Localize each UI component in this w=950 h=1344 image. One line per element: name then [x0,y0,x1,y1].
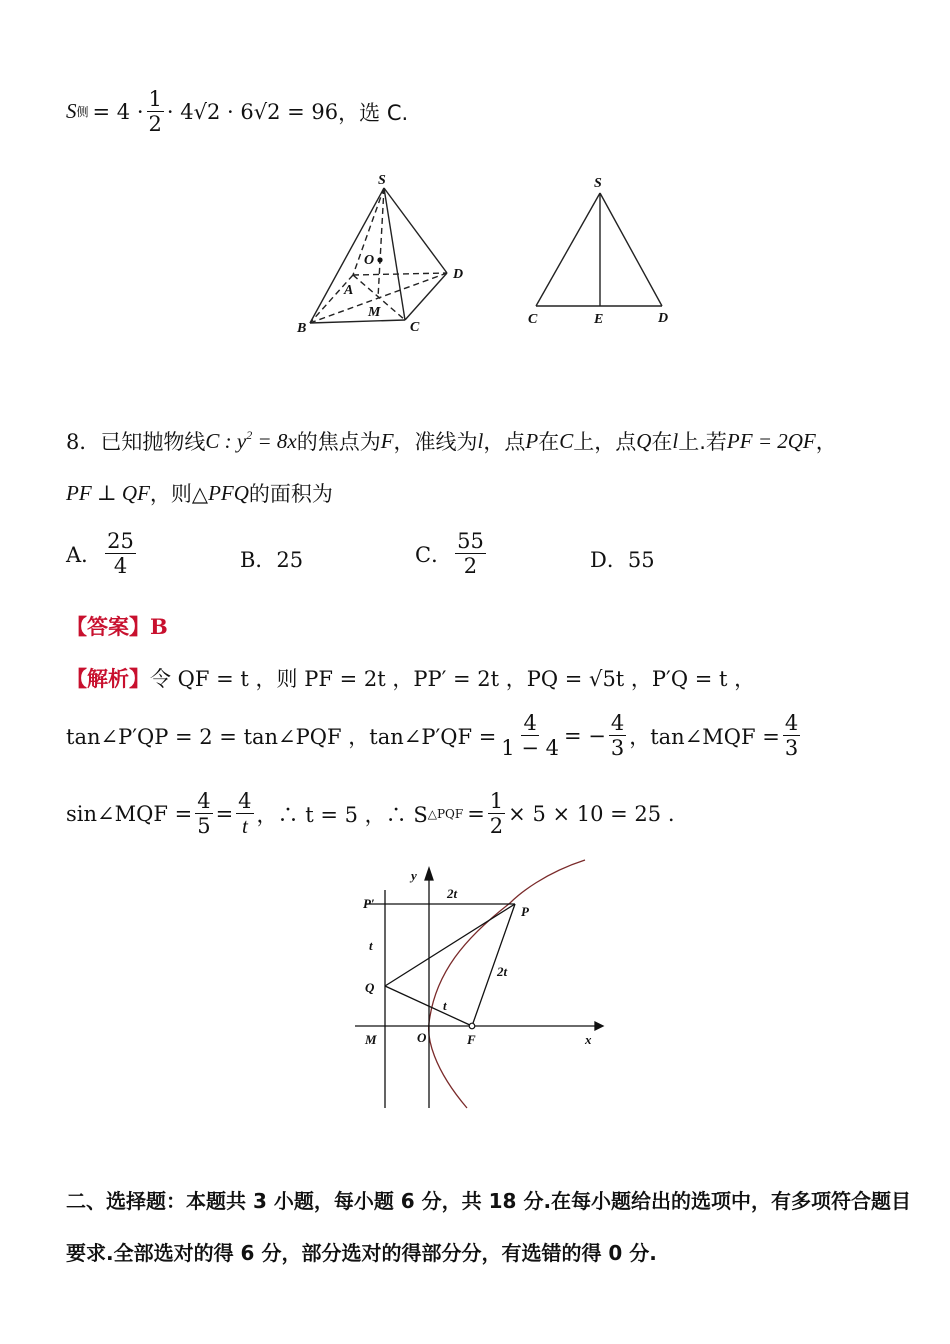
analysis-tag: 【解析】 [66,667,150,691]
q8-text10: ，则△ [149,482,209,506]
frac-4-over-3-b: $\frac{4}{3}$ [784,711,799,761]
edge-SD [384,188,447,273]
frac-4-over-5: $\frac{4}{5}$ [197,789,211,839]
label-2t-top: 2t [447,886,458,901]
focus-point [469,1023,475,1029]
analysis-text3e: × 5 × 10 = 25 . [508,801,675,826]
q8-text11: 的面积为 [248,482,333,506]
option-A-label: A． [66,542,103,567]
edge-BC [310,320,405,323]
label-y: y [411,868,417,883]
frac-4-over-t: $\frac{4}{t}$ [238,789,252,839]
section2-text2: 要求.全部选对的得 6 分，部分选对的得部分分，有选错的得 0 分. [66,1241,657,1265]
section2-text1: 二、选择题：本题共 3 小题，每小题 6 分，共 18 分.在每小题给出的选项中，有多项符合题目 [66,1189,912,1213]
q8-text3: ，准线为 [393,430,478,454]
q8-text7: 在 [651,430,673,454]
label-t-left: t [369,938,373,953]
option-B[interactable] [240,544,303,574]
option-C-fraction: $\frac{55}{2}$ [457,529,484,579]
q8-cond1: PF = 2QF [726,428,816,453]
answer-tag: 【答案】 [66,615,150,639]
segment-PF [472,904,515,1026]
analysis-text2a: tan∠P′QP = 2 = tan∠PQF ，tan∠P′QF = [66,724,497,749]
label-M: M [368,305,381,320]
option-D-label: D．55 [590,548,655,572]
tri-label-D: D [658,311,669,326]
frac-1-over-2: $\frac{1}{2}$ [489,789,504,839]
label-C: C [410,320,420,335]
q8-text8: 上.若 [678,430,727,454]
analysis-line2 [66,712,803,759]
pyramid-figure [280,168,700,343]
half-fraction: $\frac{1}{2}$ [148,87,162,137]
lateral-area-line [66,88,408,135]
label-S: S [378,173,386,188]
label-t-mid: t [443,998,447,1013]
y-axis-arrow [425,868,433,880]
analysis-text3a: sin∠MQF = [66,801,193,826]
answer-value: B [150,613,168,639]
q8-l: l [477,428,484,453]
analysis-text2c: ，tan∠MQF = [629,724,780,749]
label-O: O [364,253,375,268]
frac-4-over-1-minus-4: $\frac{4}{1 - 4}$ [501,711,559,761]
label-B: B [297,321,307,336]
option-B-label: B．25 [240,548,304,572]
parabola-figure [345,858,605,1113]
option-A[interactable] [66,530,139,577]
q8-text4: ，点 [483,430,526,454]
label-Pprime: P′ [363,896,375,911]
label-2t-right: 2t [497,964,508,979]
option-A-fraction: $\frac{25}{4}$ [107,529,134,579]
analysis-line1 [66,663,755,693]
option-C[interactable] [415,530,489,577]
section2-line2 [66,1237,657,1266]
q8-F: F [380,428,394,453]
section2-line1 [66,1185,911,1214]
q8-text5: 在 [538,430,560,454]
analysis-text2b: = − [563,723,606,748]
s-side-symbol: S [66,99,77,124]
q8-tri: PFQ [208,480,249,505]
tri-label-C: C [528,312,538,327]
label-x: x [585,1032,592,1047]
edge-AD [353,273,447,275]
answer-line [66,611,168,641]
segment-QP [385,904,515,986]
option-C-label: C． [415,542,453,567]
q8-P: P [525,428,539,453]
s-side-subscript: 侧 [76,105,89,120]
label-P: P [521,904,529,919]
option-D[interactable] [590,544,655,574]
question-8-line2 [66,478,333,508]
q8-text9: ， [815,430,837,454]
label-A: A [344,283,354,298]
area-subscript: △PQF [427,806,464,821]
x-axis-arrow [595,1022,603,1030]
edge-SC [384,188,405,320]
height-SM [378,188,384,298]
q8-C: C [559,428,574,453]
label-D: D [453,267,464,282]
q8-text1: 已知抛物线 [100,430,206,454]
label-F: F [467,1032,476,1047]
parabola-eq: C : $y^2 = 8x$ [205,428,297,453]
label-O: O [417,1030,427,1045]
q8-l2: l [672,428,679,453]
tri-label-E: E [594,312,604,327]
question-8-line1 [66,426,837,456]
frac-4-over-3-a: $\frac{4}{3}$ [610,711,625,761]
label-M: M [365,1032,377,1047]
analysis-line3 [66,790,675,837]
q8-Q: Q [636,428,652,453]
lateral-expr-a: = 4 · [92,99,144,124]
analysis-text3c: ，∴ t = 5 ，∴ S [256,802,428,827]
q8-text6: 上，点 [573,430,637,454]
label-Q: Q [365,980,375,995]
lateral-choose: ，选 C. [338,100,409,125]
point-O [377,257,382,262]
tri-label-S: S [594,176,602,191]
analysis-text3b: = [215,801,234,826]
q8-text2: 的焦点为 [296,430,381,454]
analysis-text1: 令 QF = t ，则 PF = 2t ，PP′ = 2t ，PQ = √5t ，P′Q = t ， [150,667,756,691]
q8-cond2: PF ⊥ QF [66,480,150,505]
analysis-text3d: = [467,801,485,826]
tri-edge-SD [600,193,662,306]
lateral-expr-b: · 4√2 · 6√2 = 96 [166,99,339,124]
tri-edge-SC [536,193,600,306]
question-number: 8． [66,430,101,454]
